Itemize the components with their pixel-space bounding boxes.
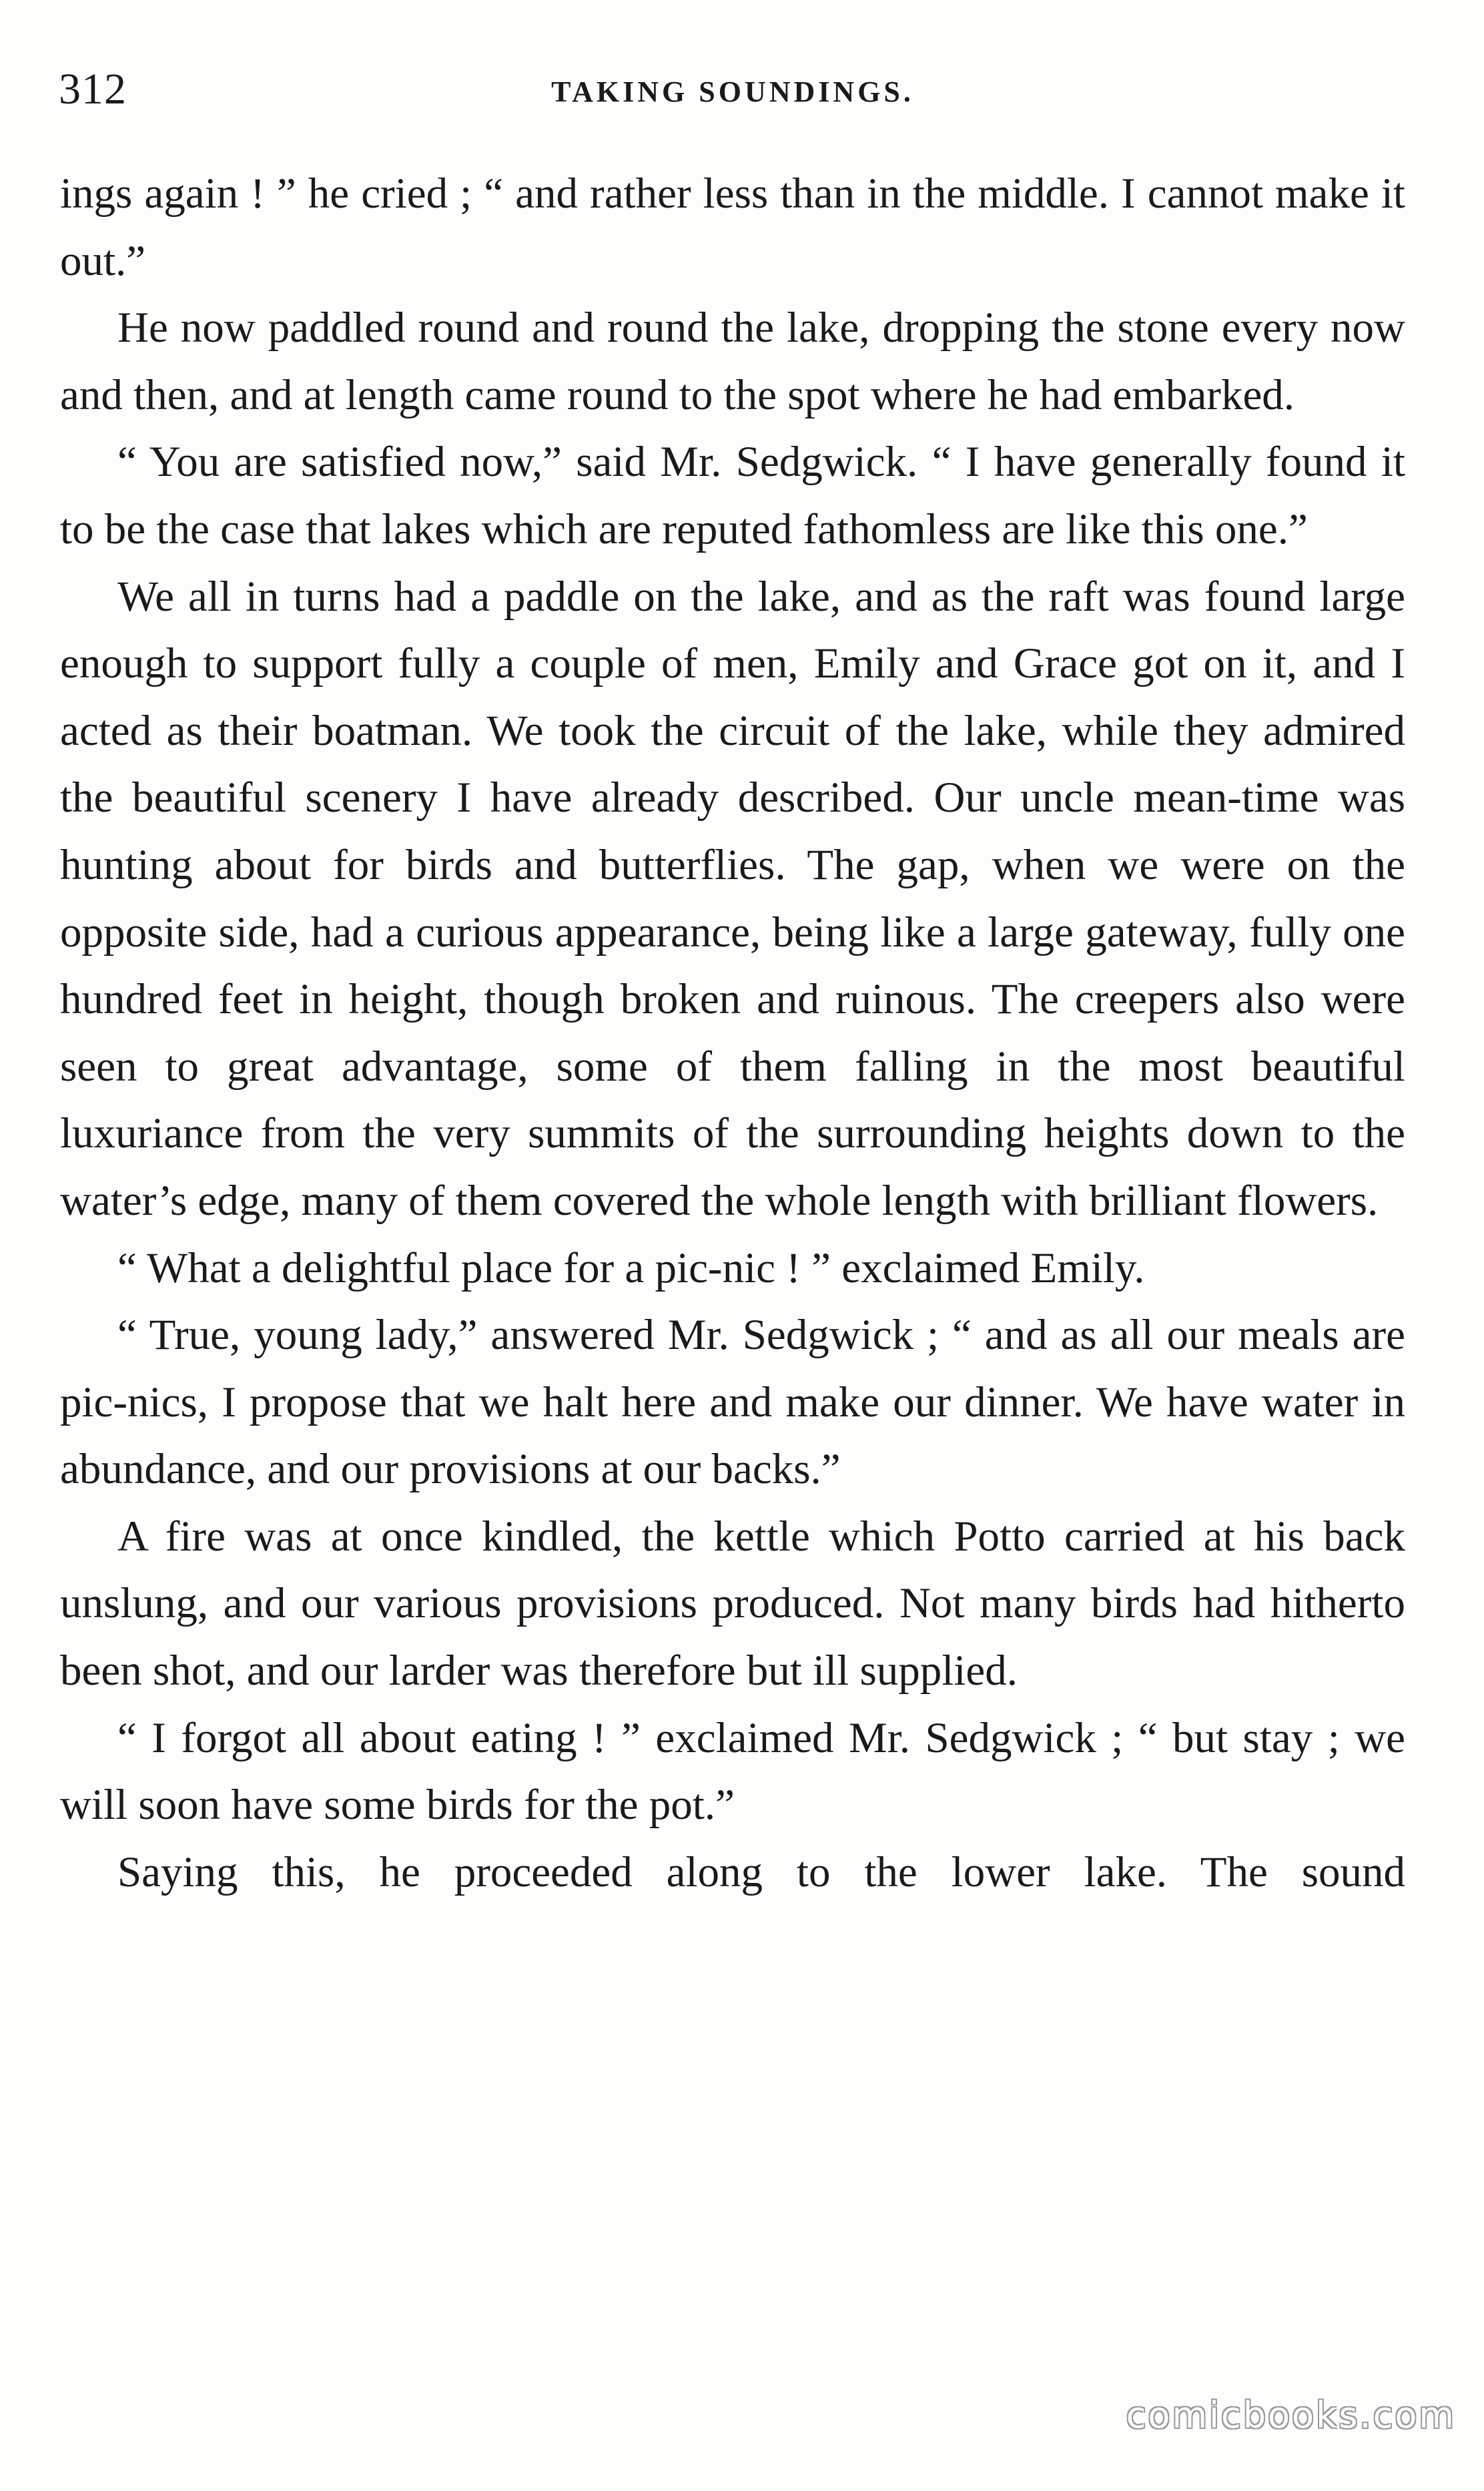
paragraph-8: “ I forgot all about eating ! ” exclaimed Mr. Sedgwick ; “ but stay ; we will soon have some birds for the pot.” (60, 1713, 1405, 1830)
paragraph-1: ings again ! ” he cried ; “ and rather less than in the middle. I cannot make it out.” (60, 170, 1405, 285)
running-head: TAKING SOUNDINGS. (551, 75, 914, 108)
site-watermark: comicbooks.com (1126, 2394, 1456, 2436)
paragraph-4: We all in turns had a paddle on the lake, and as the raft was found large enough to support fully a couple of men, Emily and Grace got on it, and I acted as their boatman. We took the circuit of the lake, while they admired the beautiful scenery I have already described. Our uncle mean-time was hunting about for birds and butterflies. The gap, when we were on the opposite side, had a curious appearance, being like a large gateway, fully one hundred feet in height, though broken and ruinous. The creepers also were seen to great advantage, some of them falling in the most beautiful luxuriance from the very summits of the surrounding heights down to the water’s edge, many of them covered the whole length with brilliant flowers. (60, 572, 1405, 1225)
paragraph-5: “ What a delightful place for a pic-nic ! ” exclaimed Emily. (117, 1243, 1145, 1292)
paragraph-7: A fire was at once kindled, the kettle which Potto carried at his back unslung, and our various provisions produced. Not many birds had hitherto been shot, and our larder was therefore but ill supplied. (60, 1512, 1405, 1695)
paragraph-6: “ True, young lady,” answered Mr. Sedgwick ; “ and as all our meals are pic-nics, I propose that we halt here and make our dinner. We have water in abundance, and our provisions at our backs.” (60, 1311, 1405, 1494)
paragraph-3: “ You are satisfied now,” said Mr. Sedgwick. “ I have generally found it to be the case that lakes which are reputed fathomless are like this one.” (60, 438, 1405, 553)
paragraph-2: He now paddled round and round the lake, dropping the stone every now and then, and at length came round to the spot where he had embarked. (60, 304, 1405, 419)
page-number: 312 (59, 65, 127, 113)
paragraph-9: Saying this, he proceeded along to the lower lake. The sound (117, 1848, 1405, 1896)
body-text (60, 160, 1405, 1906)
page-header (59, 63, 1407, 123)
